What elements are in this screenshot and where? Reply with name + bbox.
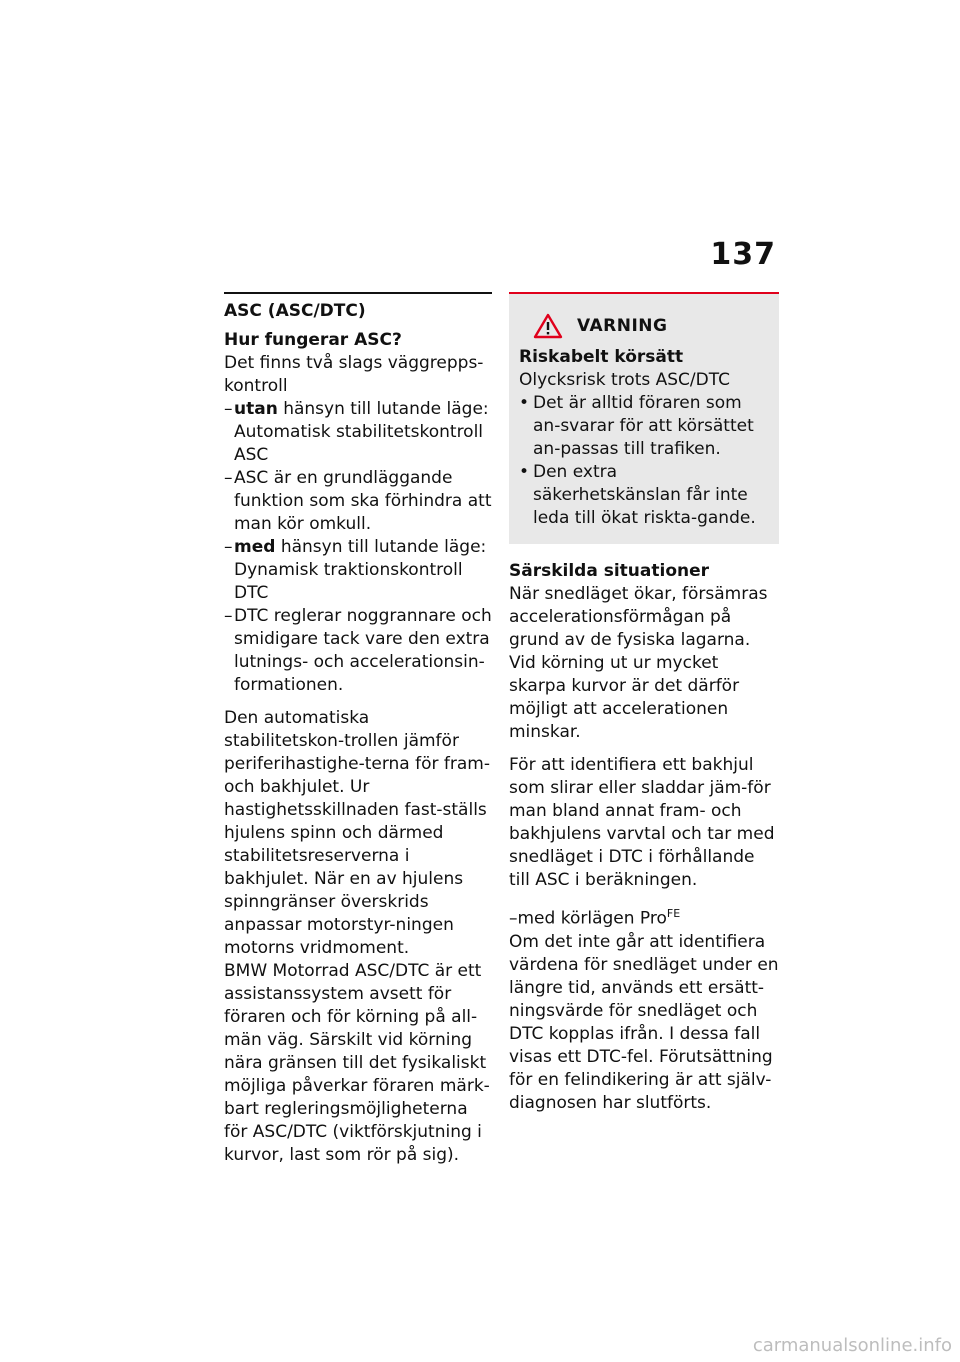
condition-superscript: FE xyxy=(666,907,681,920)
list-item: – med hänsyn till lutande läge: Dynamisk traktionskontroll DTC xyxy=(224,537,487,603)
list-item-bold: utan xyxy=(234,399,278,419)
list-item-text: Den extra säkerhetskänslan får inte leda till ökat riskta-gande. xyxy=(533,462,756,528)
warning-box xyxy=(509,292,779,544)
warning-subtitle: Riskabelt körsätt xyxy=(519,347,684,367)
warning-title: VARNING xyxy=(577,315,668,336)
list-item: – DTC reglerar noggrannare och smidigare tack vare den extra lutnings- och accelerationsin-formationen. xyxy=(224,606,492,695)
list-item: – ASC är en grundläggande funktion som ska förhindra att man kör omkull. xyxy=(224,468,492,534)
subsection-title: Hur fungerar ASC? xyxy=(224,330,402,350)
condition-text: med körlägen Pro xyxy=(517,908,667,929)
page-number: 137 xyxy=(710,237,776,272)
warning-triangle-icon xyxy=(533,313,563,339)
warning-lead: Olycksrisk trots ASC/DTC xyxy=(519,370,731,390)
section-rule xyxy=(224,292,492,294)
warning-list xyxy=(519,392,769,530)
list-item-text: hänsyn till lutande läge: Dynamisk traktionskontroll DTC xyxy=(234,537,487,603)
list-item: – utan hänsyn till lutande läge: Automatisk stabilitetskontroll ASC xyxy=(224,399,489,465)
list-item-text: DTC reglerar noggrannare och smidigare tack vare den extra lutnings- och accelerationsin-formationen. xyxy=(234,606,492,695)
watermark: carmanualsonline.info xyxy=(752,1335,952,1356)
body-paragraph: Om det inte går att identifiera värdena för snedläget under en längre tid, används ett ersätt-ningsvärde för snedläget och DTC kopplas ifrån. I dessa fall visas ett DTC-fel. Förutsättning för en felindikering är att själv-diagnosen har slutförts. xyxy=(509,931,779,1113)
list-item: • Den extra säkerhetskänslan får inte leda till ökat riskta-gande. xyxy=(519,462,756,528)
list-item-bold: med xyxy=(234,537,276,557)
intro-text: Det finns två slags väggrepps-kontroll xyxy=(224,353,484,396)
list-item-text: ASC är en grundläggande funktion som ska förhindra att man kör omkull. xyxy=(234,468,492,534)
right-column xyxy=(509,292,779,1115)
left-column xyxy=(224,292,492,1167)
body-paragraph: BMW Motorrad ASC/DTC är ett assistanssystem avsett för föraren och för körning på all-män väg. Särskilt vid körning nära gränsen till det fysikaliskt möjliga påverkar föraren märk-bart regleringsmöjligheterna för ASC/DTC (viktförskjutning i kurvor, last som rör på sig). xyxy=(224,961,490,1165)
body-paragraph: När snedläget ökar, försämras accelerationsförmågan på grund av de fysiska lagarna. Vid körning ut ur mycket skarpa kurvor är det därför möjligt att accelerationen minskar. xyxy=(509,584,768,742)
section-title: Särskilda situationer xyxy=(509,561,710,581)
condition-line: –med körlägen Pro$^{FE}$ xyxy=(509,907,681,929)
body-paragraph: Den automatiska stabilitetskon-trollen jämför periferihastighe-terna för fram- och bakhjulet. Ur hastighetsskillnaden fast-ställs hjulens spinn och därmed stabilitetsreserverna i bakhjulet. När en av hjulens spinngränser överskrids anpassar motorstyr-ningen motorns vridmoment. xyxy=(224,708,490,958)
mode-list xyxy=(224,398,492,697)
body-paragraph: För att identifiera ett bakhjul som slirar eller sladdar jäm-för man bland annat fram- och bakhjulens varvtal och tar med snedläget i DTC i förhållande till ASC i beräkningen. xyxy=(509,755,775,890)
list-item-text: hänsyn till lutande läge: Automatisk stabilitetskontroll ASC xyxy=(234,399,489,465)
warning-header xyxy=(533,306,769,346)
section-title: ASC (ASC/DTC) xyxy=(224,301,366,321)
list-item: • Det är alltid föraren som an-svarar för att körsättet an-passas till trafiken. xyxy=(519,393,754,459)
list-item-text: Det är alltid föraren som an-svarar för att körsättet an-passas till trafiken. xyxy=(533,393,754,459)
